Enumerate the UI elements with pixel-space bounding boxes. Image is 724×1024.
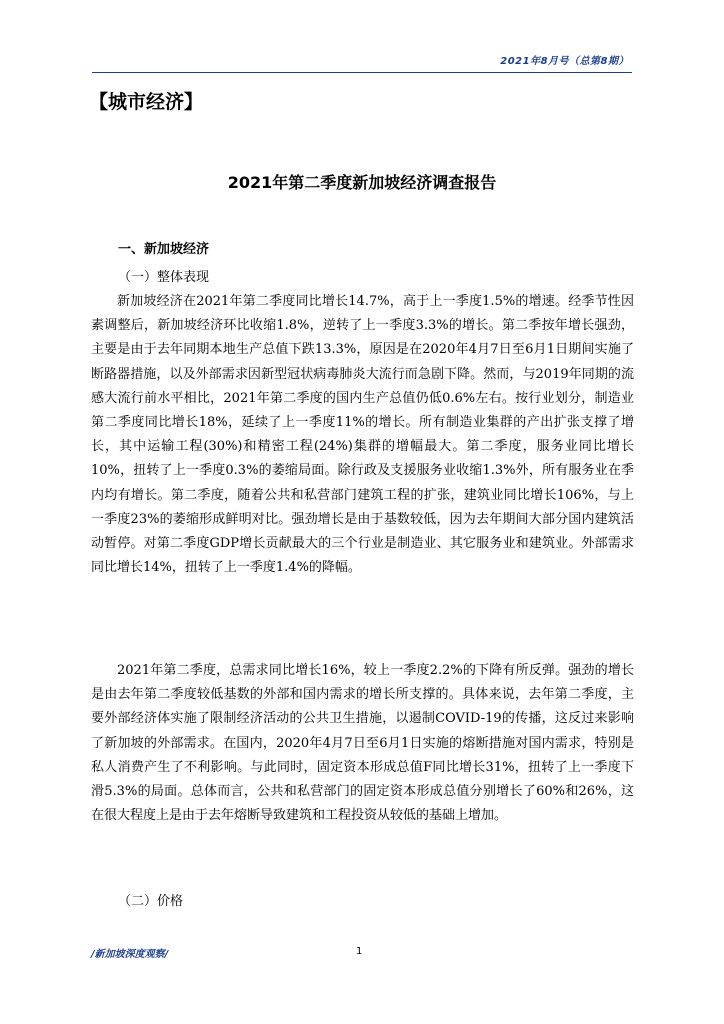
paragraph-aggregate-demand: 2021年第二季度，总需求同比增长16%，较上一季度2.2%的下降有所反弹。强劲的增长是由去年第二季度较低基数的外部和国内需求的增长所支撑的。具体来说，去年第二季度，主要外部经济体实施了限制经济活动的公共卫生措施，以遏制COVID-19的传播，这反过来影响了新加坡的外部需求。在国内，2020年4月7日至6月1日实施的熔断措施对国内需求，特别是私人消费产生了不利影响。与此同时，固定资本形成总值F同比增长31%，扭转了上一季度下滑5.3%的局面。总体而言，公共和私营部门的固定资本形成总值分别增长了60%和26%，这在很大程度上是由于去年熔断导致建筑和工程投资从较低的基础上增加。 [91, 663, 634, 824]
section-tag: 【城市经济】 [89, 91, 204, 113]
heading-singapore-economy: 一、新加坡经济 [118, 242, 210, 257]
page-number: 1 [356, 946, 363, 957]
publication-name: /新加坡深度观察/ [91, 949, 169, 960]
paragraph-overall-performance: 新加坡经济在2021年第二季度同比增长14.7%，高于上一季度1.5%的增速。经季节性因素调整后，新加坡经济环比收缩1.8%，逆转了上一季度3.3%的增长。第二季按年增长强劲，主要是由于去年同期本地生产总值下跌13.3%，原因是在2020年4月7日至6月1日期间实施了断路器措施，以及外部需求因新型冠状病毒肺炎大流行而急剧下降。然而，与2019年同期的流感大流行前水平相比，2021年第二季度的国内生产总值仍低0.6%左右。按行业划分，制造业第二季度同比增长18%，延续了上一季度11%的增长。所有制造业集群的产出扩张支撑了增长，其中运输工程(30%)和精密工程(24%)集群的增幅最大。第二季度，服务业同比增长10%，扭转了上一季度0.3%的萎缩局面。除行政及支援服务业收缩1.3%外，所有服务业在季内均有增长。第二季度，随着公共和私营部门建筑工程的扩张，建筑业同比增长106%，与上一季度23%的萎缩形成鲜明对比。强劲增长是由于基数较低，因为去年期间大部分国内建筑活动暂停。对第二季度GDP增长贡献最大的三个行业是制造业、其它服务业和建筑业。外部需求同比增长14%，扭转了上一季度1.4%的降幅。 [91, 294, 634, 576]
subheading-overall-performance: （一）整体表现 [118, 270, 210, 285]
subheading-prices: （二）价格 [118, 894, 184, 909]
issue-label: 2021年8月号（总第8期） [500, 56, 629, 67]
header-divider [92, 72, 632, 73]
report-title: 2021年第二季度新加坡经济调查报告 [227, 173, 497, 192]
